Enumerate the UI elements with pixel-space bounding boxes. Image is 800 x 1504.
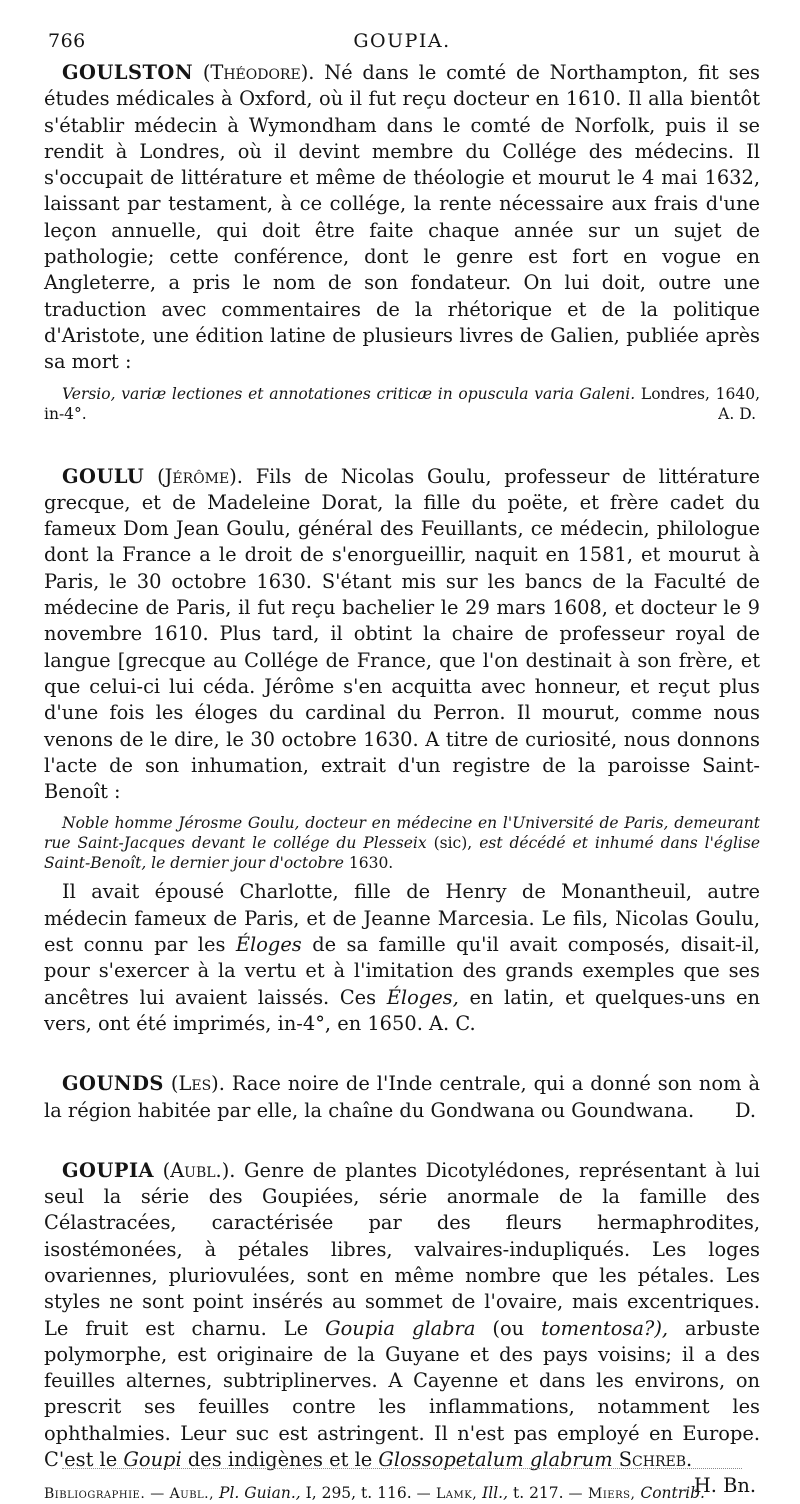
signature-goulston: A. D. — [718, 404, 756, 423]
quote-year: 1630. — [348, 854, 394, 873]
goulu-eloges-2: Éloges, — [386, 985, 459, 1009]
page — [44, 26, 760, 1504]
entry-goulu-text — [44, 464, 760, 806]
qualifier-gounds: (Les). — [170, 1072, 225, 1096]
body-goulston: Né dans le comté de Northampton, fit ses études médicales à Oxford, où il fut reçu docteur en 1610. Il alla bientôt s'établir médecin à Wymondham dans le comté de Norfolk, puis il se rendit à Londres, où il devint membre du Collége des médecins. Il s'occupait de littérature et même de théologie et mourut le 4 mai 1632, laissant par testament, à ce collége, la rente nécessaire aux frais d'une leçon annuelle, qui doit être faite chaque année sur un sujet de pathologie; cette conférence, dont le genre est fort en vogue en Angleterre, a pris le nom de son fondateur. On lui doit, outre une traduction avec commentaires de la rhétorique et de la politique d'Aristote, une édition latine de plusieurs livres de Galien, publiée après sa mort : — [44, 61, 760, 374]
entry-goulu-text-2 — [44, 879, 760, 1037]
signature-goupia: H. Bn. — [693, 1474, 756, 1498]
quote-part-a: Noble homme Jérosme Goulu, docteur en médecine en l'Université de Paris, demeurant rue Saint-Jacques devant le collége du Plesseix — [44, 814, 760, 853]
goulu-burial-record — [44, 813, 760, 873]
goulston-work-imprint: Londres, 1640, in-4°. — [44, 384, 760, 423]
spacer — [44, 1124, 760, 1158]
signature-goulu: A. C. — [429, 1011, 476, 1035]
quote-part-b: est décédé et inhumé dans l'église Saint-Benoît, le dernier jour d'octobre — [44, 834, 761, 873]
body-goulu: Fils de Nicolas Goulu, professeur de littérature grecque, et de Madeleine Dorat, la fille du poëte, et frère cadet du fameux Dom Jean Goulu, général des Feuillants, ce médecin, philologue dont la France a le droit de s'enorgueillir, naquit en 1581, et mourut à Paris, le 30 octobre 1630. S'étant mis sur les bancs de la Faculté de médecine de Paris, il fut reçu bachelier le 29 mars 1608, et docteur le 9 novembre 1610. Plus tard, il obtint la chaire de professeur royal de langue [grecque au Collége de France, que l'on destinait à son frère, et que celui-ci lui céda. Jérôme s'en acquitta avec honneur, et reçut plus d'une fois les éloges du cardinal du Perron. Il mourut, comme nous venons de le dire, le 30 octobre 1630. A titre de curiosité, nous donnons l'acte de son inhumation, extrait d'un registre de la paroisse Saint-Benoît : — [44, 464, 761, 804]
entry-goulu — [44, 464, 760, 1038]
goulston-work-title: Versio, variæ lectiones et annotationes criticæ in opuscula varia Galeni. — [62, 384, 636, 403]
goupia-schreb: Schreb. — [618, 1448, 693, 1472]
bib-lamk: — Lamk, — [416, 1486, 478, 1503]
goupia-text-b: (ou — [492, 1316, 525, 1340]
spacer — [44, 1037, 760, 1071]
running-title: GOUPIA. — [353, 30, 451, 52]
goulu-eloges: Éloges — [235, 933, 302, 957]
qualifier-goupia: (Aubl.). — [162, 1158, 236, 1182]
headword-goulu: GOULU — [62, 464, 145, 488]
bibliography — [44, 1483, 760, 1504]
goupia-glossopetalum: Glossopetalum glabrum — [378, 1448, 613, 1472]
headword-goulston: GOULSTON — [62, 61, 194, 84]
bib-ill: Ill., — [482, 1484, 509, 1503]
bib-pl-guian: Pl. Guian., — [219, 1484, 301, 1503]
headword-gounds: GOUNDS — [62, 1072, 164, 1096]
goupia-text-d: des indigènes et le — [187, 1448, 373, 1472]
headword-goupia: GOUPIA — [62, 1158, 155, 1182]
goupia-text-a: Genre de plantes Dicotylédones, représentant à lui seul la série des Goupiées, série anormale de la famille des Célastracées, caractérisée par des fleurs hermaphrodites, isostémonées, à pétales libres, valvaires-indupliqués. Les loges ovariennes, pluriovulées, sont en même nombre que les pétales. Les styles ne sont point insérés au sommet de l'ovaire, mais excentriques. Le fruit est charnu. Le — [44, 1158, 760, 1340]
goupia-tomentosa: tomentosa?), — [541, 1316, 669, 1340]
entry-gounds — [44, 1071, 760, 1124]
bib-aubl: — Aubl., — [150, 1486, 215, 1503]
page-number: 766 — [48, 30, 86, 52]
goulston-work — [44, 384, 760, 424]
signature-gounds: D. — [734, 1098, 756, 1122]
footer-rule — [62, 1468, 742, 1469]
bib-aubl-ref: I, 295, t. 116. — [305, 1484, 412, 1503]
body-gounds: Race noire de l'Inde centrale, qui a donné son nom à la région habitée par elle, la chaîne du Gondwana ou Goundwana. — [44, 1072, 761, 1122]
goupia-goupi: Goupi — [123, 1448, 182, 1472]
bib-miers: — Miers, — [568, 1486, 636, 1503]
entry-goulston — [44, 60, 760, 424]
qualifier-goulston: (Théodore). — [202, 61, 315, 84]
goulu-text2-a: Il avait épousé Charlotte, fille de Henry de Monantheuil, autre médecin fameux de Paris, et de Jeanne Marcesia. Le fils, Nicolas Goulu, est connu par les — [44, 880, 760, 957]
goupia-text-c: arbuste polymorphe, est originaire de la Guyane et des pays voisins; il a des feuilles alternes, subtriplinerves. A Cayenne et dans les environs, on prescrit ses feuilles contre les inflammations, notamment les ophthalmies. Leur suc est astringent. Il n'est pas employé en Europe. C'est le — [44, 1316, 760, 1472]
bib-lamk-ref: t. 217. — [512, 1484, 564, 1503]
spacer — [44, 430, 760, 464]
bibliography-label: Bibliographie. — [44, 1486, 146, 1503]
qualifier-goulu: (Jérôme). — [157, 464, 243, 488]
bib-contrib: Contrib. — [640, 1484, 705, 1503]
quote-sic: (sic), — [433, 834, 473, 853]
page-header — [44, 26, 760, 60]
entry-gounds-text — [44, 1071, 760, 1124]
goulu-text2-c: en latin, et quelques-uns en vers, ont été imprimés, in-4°, en 1650. — [44, 985, 761, 1035]
entry-goupia — [44, 1158, 760, 1504]
entry-goulston-text — [44, 60, 760, 376]
goulu-text2-b: de sa famille qu'il avait composés, disait-il, pour s'exercer à la vertu et à l'imitation des grands exemples que ses ancêtres lui avaient laissés. Ces — [44, 933, 760, 1009]
goupia-glabra: Goupia glabra — [325, 1316, 476, 1340]
